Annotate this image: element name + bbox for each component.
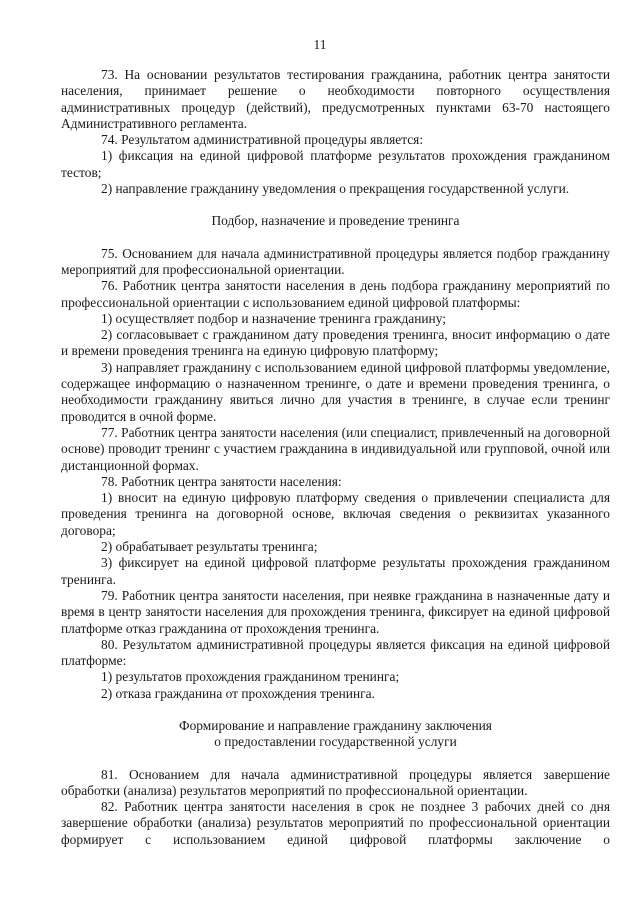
paragraph-78-item-1: 1) вносит на единую цифровую платформу сведения о привлечении специалиста для проведения тренинга на договорной основе, включая сведения о реквизитах указанного договора;	[61, 490, 610, 538]
paragraph-82: 82. Работник центра занятости населения в срок не позднее 3 рабочих дней со дня завершение обработки (анализа) результатов мероприятий по профессиональной ориентации формирует с использованием единой цифровой платформы заключение о	[61, 799, 610, 847]
page-number: 11	[313, 37, 327, 52]
paragraph-74-item-2: 2) направление гражданину уведомления о прекращения государственной услуги.	[101, 181, 570, 197]
paragraph-74-item-1: 1) фиксация на единой цифровой платформе результатов прохождения гражданином тестов;	[61, 148, 610, 180]
paragraph-76-item-2: 2) согласовывает с гражданином дату проведения тренинга, вносит информацию о дате и времени проведения тренинга на единую цифровую платформу;	[61, 327, 610, 359]
section-heading-conclusion-line-2: о предоставлении государственной услуги	[214, 734, 457, 750]
section-heading-conclusion-line-1: Формирование и направление гражданину заключения	[179, 717, 492, 733]
paragraph-73: 73. На основании результатов тестирования гражданина, работник центра занятости населения, принимает решение о необходимости повторного осуществления административных процедур (действий), предусмотренных пунктами 63-70 настоящего Административного регламента.	[61, 67, 610, 131]
paragraph-78: 78. Работник центра занятости населения:	[101, 473, 342, 489]
paragraph-74: 74. Результатом административной процедуры является:	[101, 132, 424, 148]
paragraph-80-item-2: 2) отказа гражданина от прохождения тренинга.	[101, 685, 375, 701]
paragraph-76-item-3: 3) направляет гражданину с использованием единой цифровой платформы уведомление, содержащее информацию о назначенном тренинге, о дате и времени проведения тренинга, о необходимости гражданину явиться лично для участия в тренинге, в случае если тренинг проводится в очной форме.	[61, 359, 610, 424]
paragraph-76-item-1: 1) осуществляет подбор и назначение тренинга гражданину;	[101, 310, 446, 326]
paragraph-78-item-3: 3) фиксирует на единой цифровой платформе результаты прохождения гражданином тренинга.	[61, 555, 610, 587]
paragraph-78-item-2: 2) обрабатывает результаты тренинга;	[101, 539, 318, 555]
paragraph-80: 80. Результатом административной процедуры является фиксация на единой цифровой платформе:	[61, 636, 610, 669]
paragraph-81: 81. Основанием для начала административной процедуры является завершение обработки (анализа) результатов мероприятий по профессиональной ориентации.	[61, 766, 610, 798]
paragraph-75: 75. Основанием для начала административной процедуры является подбор гражданину мероприятий для профессиональной ориентации.	[61, 245, 610, 277]
section-heading-training: Подбор, назначение и проведение тренинга	[211, 213, 460, 229]
paragraph-77: 77. Работник центра занятости населения (или специалист, привлеченный на договорной основе) проводит тренинг с участием гражданина в индивидуальной или групповой, очной или дистанционной формах.	[61, 424, 610, 473]
paragraph-80-item-1: 1) результатов прохождения гражданином тренинга;	[101, 669, 400, 685]
paragraph-76: 76. Работник центра занятости населения в день подбора гражданину мероприятий по профессиональной ориентации с использованием единой цифровой платформы:	[61, 278, 610, 310]
paragraph-79: 79. Работник центра занятости населения, при неявке гражданина в назначенные дату и время в центр занятости населения для прохождения тренинга, фиксирует на единой цифровой платформе отказ гражданина от прохождения тренинга.	[61, 587, 610, 636]
document-body	[61, 67, 610, 848]
